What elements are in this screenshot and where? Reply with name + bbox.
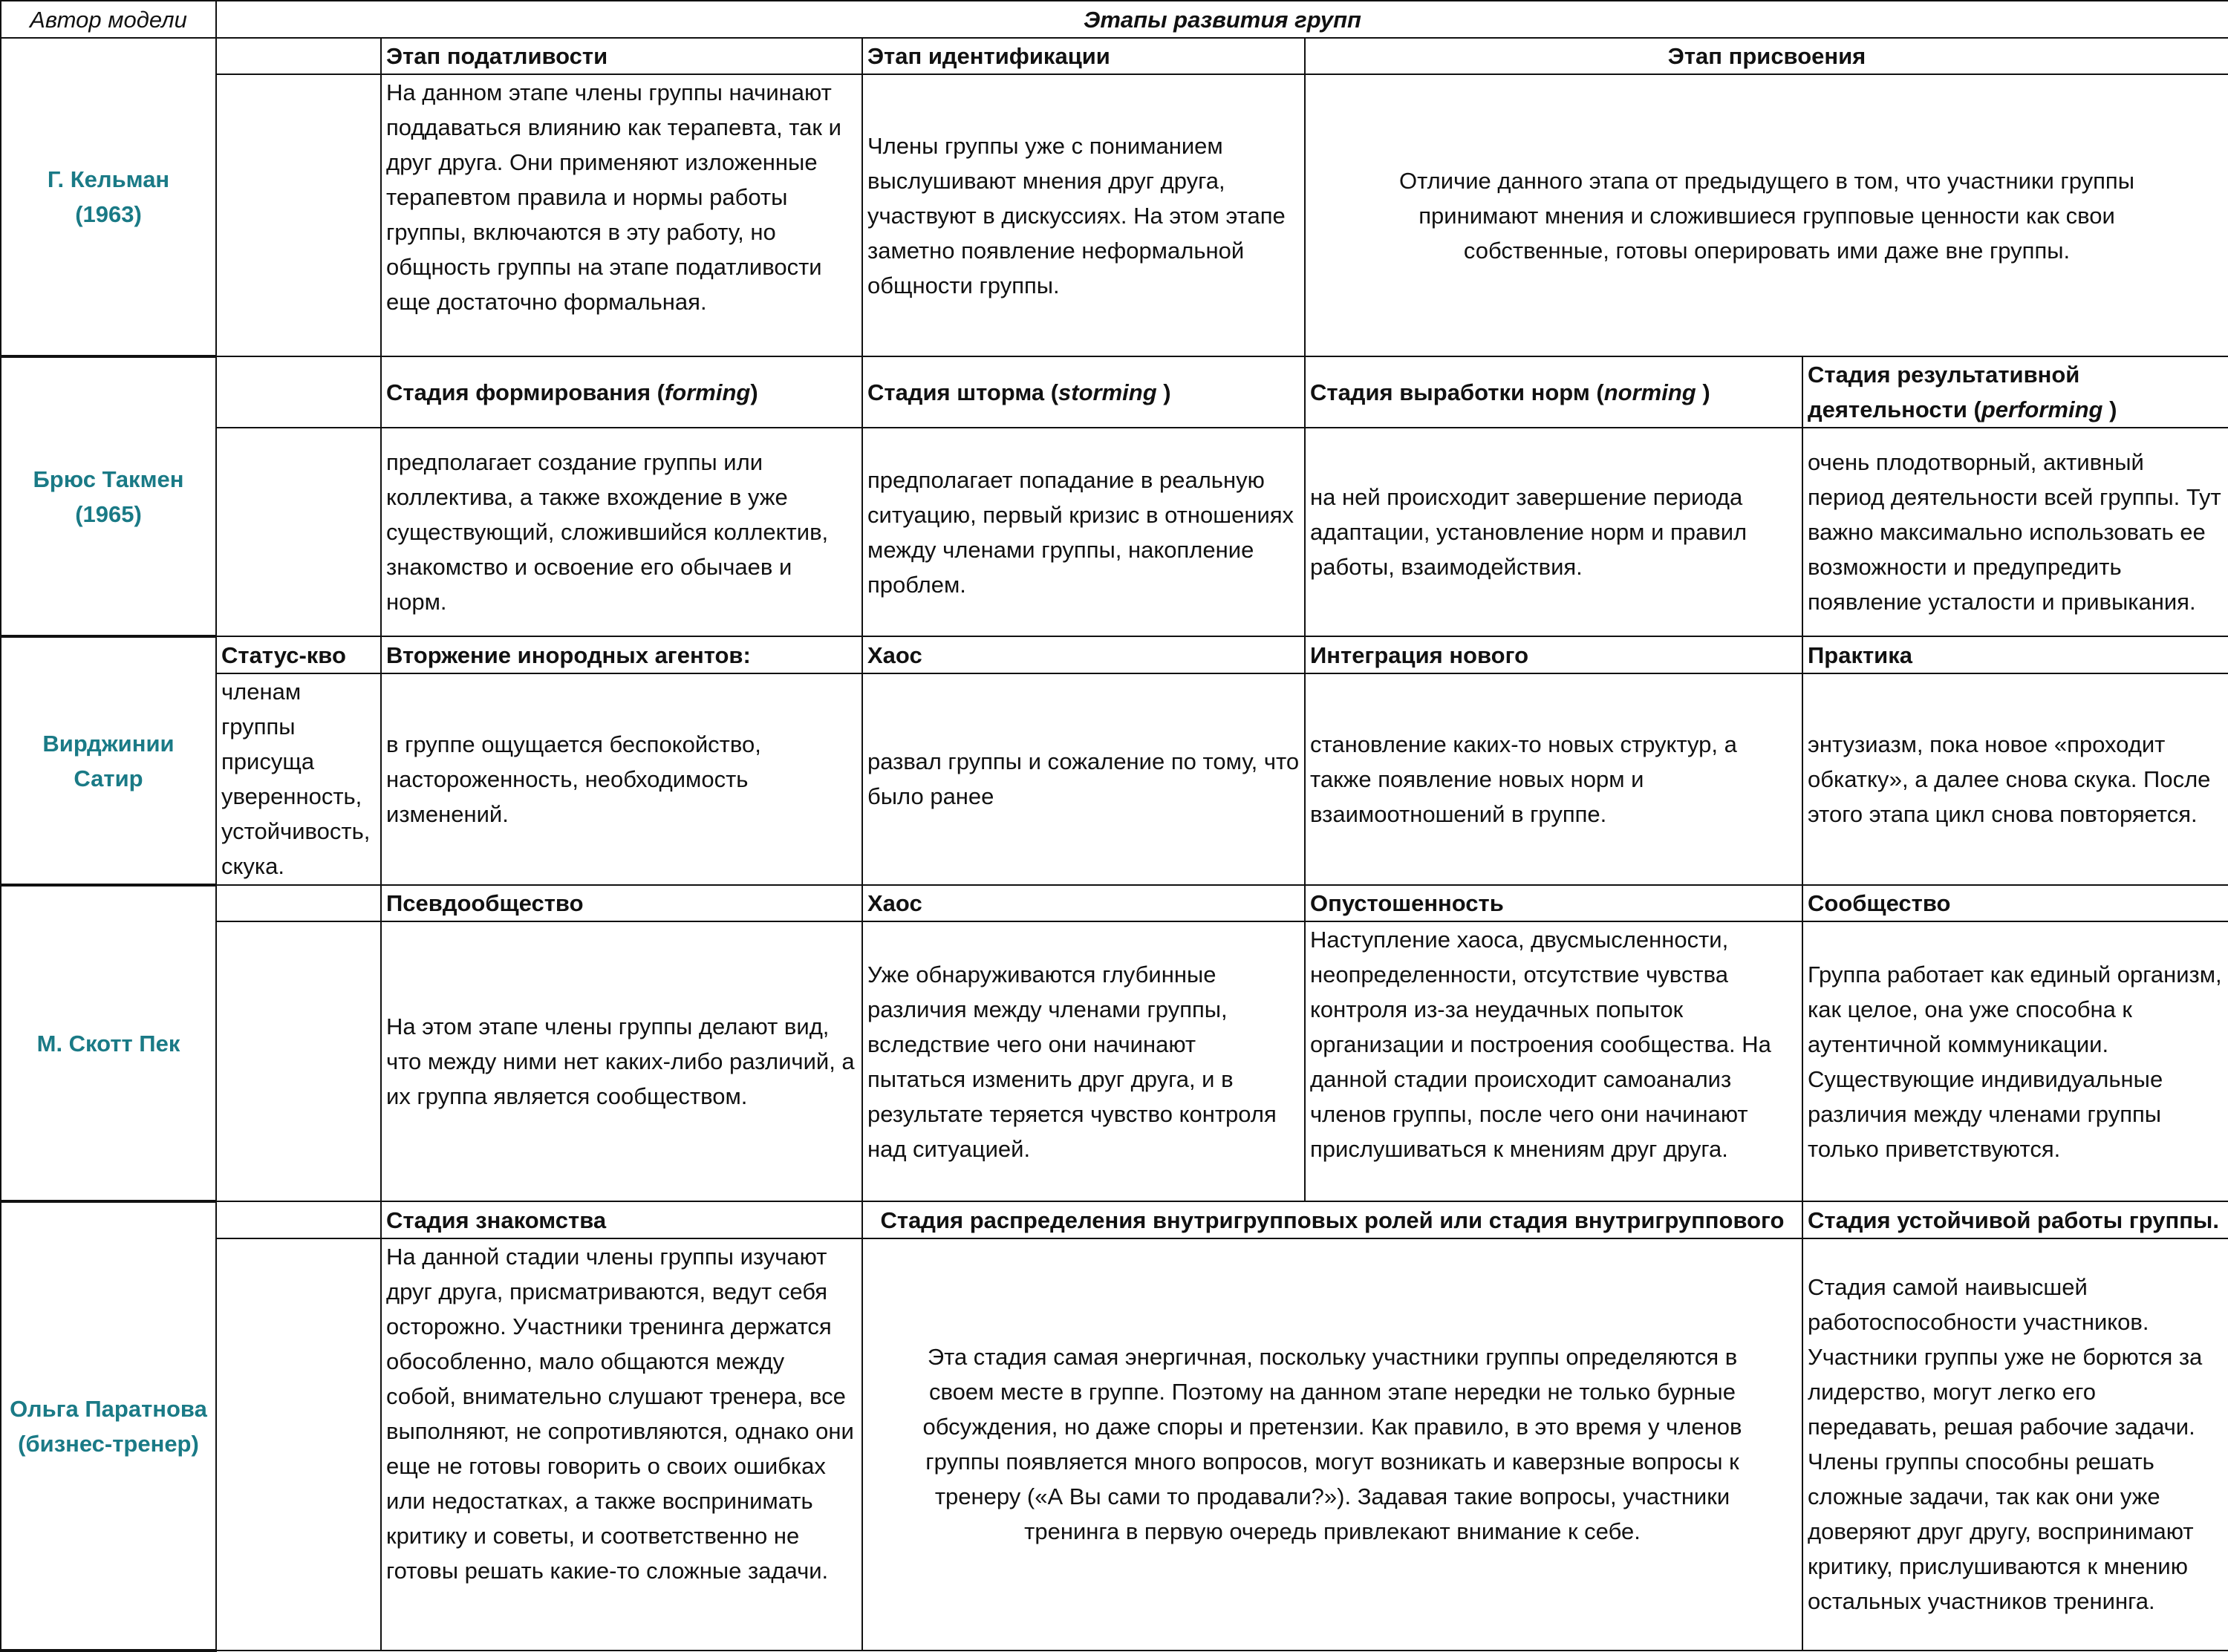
peck-stage-2-text: Уже обнаруживаются глубинные различия между членами группы, вследствие чего они начинают пытаться изменить друг друга, и в результате теряется чувство контроля над ситуацией.: [862, 921, 1305, 1202]
peck-stage-3-text: Наступление хаоса, двусмысленности, неопределенности, отсутствие чувства контроля из-за неудачных попыток организации и построения сообщества. На данной стадии происходит самоанализ членов группы, после чего они начинают прислушиваться к мнениям друг друга.: [1305, 921, 1802, 1202]
author-kelman-year: (1963): [75, 201, 142, 228]
paratnova-stage-1-text: На данной стадии члены группы изучают друг друга, присматриваются, ведут себя осторожно. Участники тренинга держатся обособленно, мало общаются между собой, внимательно слушают тренера, все выполняют, не сопротивляются, однако они еще не готовы говорить о своих ошибках или недостатках, а также воспринимать критику и советы, и соответственно не готовы решать какие-то сложные задачи.: [381, 1238, 862, 1651]
peck-stage-1-title: Псевдообщество: [381, 885, 862, 921]
tuckman-text-row: [1, 428, 2228, 636]
tuckman-stage-4-title-close: ): [2102, 396, 2117, 423]
author-kelman: [1, 38, 216, 356]
tuckman-empty-text: [216, 428, 381, 636]
tuckman-stage-2-title-en: storming: [1058, 379, 1157, 405]
paratnova-stage-2-text: Эта стадия самая энергичная, поскольку участники группы определяются в своем месте в группе. Поэтому на данном этапе нередки не только бурные обсуждения, но даже споры и претензии. Как правило, в это время у членов группы появляется много вопросов, могут возникать и каверзные вопросы к тренеру («А Вы сами то продавали?»). Задавая такие вопросы, участники тренинга в первую очередь привлекают внимание к себе.: [862, 1238, 1802, 1651]
author-satir-line1: Вирджинии: [42, 730, 175, 757]
author-paratnova-name: Ольга Паратнова: [10, 1395, 207, 1422]
kelman-text-row: [1, 74, 2228, 356]
author-satir: [1, 636, 216, 884]
tuckman-stage-2-title: [862, 356, 1305, 428]
tuckman-stage-3-text: на ней происходит завершение периода адаптации, установление норм и правил работы, взаимодействия.: [1305, 428, 1802, 636]
paratnova-stage-1-title: Стадия знакомства: [381, 1201, 862, 1238]
paratnova-text-row: [1, 1238, 2228, 1651]
kelman-header-row: [1, 38, 2228, 74]
paratnova-stage-3-title: Стадия устойчивой работы группы.: [1802, 1201, 2228, 1238]
paratnova-empty-text: [216, 1238, 381, 1651]
kelman-stage-1-title: Этап податливости: [381, 38, 862, 74]
satir-stage-4-title: Практика: [1802, 636, 2228, 673]
peck-stage-4-text: Группа работает как единый организм, как целое, она уже способна к аутентичной коммуникации. Существующие индивидуальные различия между членами группы только приветствуются.: [1802, 921, 2228, 1202]
paratnova-empty-header: [216, 1201, 381, 1238]
author-peck-name: М. Скотт Пек: [36, 1030, 180, 1057]
satir-stage-1-title: Вторжение инородных агентов:: [381, 636, 862, 673]
tuckman-stage-4-text: очень плодотворный, активный период деятельности всей группы. Тут важно максимально использовать ее возможности и предупредить появление усталости и привыкания.: [1802, 428, 2228, 636]
tuckman-header-row: [1, 356, 2228, 428]
tuckman-stage-1-title-en: forming: [664, 379, 751, 405]
tuckman-stage-3-title-en: norming: [1603, 379, 1696, 405]
author-satir-line2: Сатир: [74, 765, 143, 791]
satir-stage-1-text: в группе ощущается беспокойство, настороженность, необходимость изменений.: [381, 673, 862, 885]
tuckman-stage-1-title: [381, 356, 862, 428]
peck-text-row: [1, 921, 2228, 1202]
satir-stage-2-title: Хаос: [862, 636, 1305, 673]
peck-empty-header: [216, 885, 381, 921]
tuckman-stage-4-title-text: деятельности (: [1808, 396, 1981, 423]
tuckman-stage-1-text: предполагает создание группы или коллектива, а также вхождение в уже существующий, сложившийся коллектив, знакомство и освоение его обычаев и норм.: [381, 428, 862, 636]
stages-column-header: [216, 1, 2228, 38]
kelman-empty-header: [216, 38, 381, 74]
author-tuckman: [1, 356, 216, 637]
tuckman-stage-3-title-text: Стадия выработки норм (: [1310, 379, 1604, 405]
author-peck: [1, 885, 216, 1202]
tuckman-stage-4-title-en: performing: [1981, 396, 2103, 423]
author-tuckman-year: (1965): [75, 500, 142, 527]
peck-stage-3-title: Опустошенность: [1305, 885, 1802, 921]
tuckman-stage-1-title-close: ): [750, 379, 758, 405]
kelman-stage-1-text: На данном этапе члены группы начинают поддаваться влиянию как терапевта, так и друг друга. Они применяют изложенные терапевтом правила и нормы работы группы, включаются в эту работу, но общность группы на этапе податливости еще достаточно формальная.: [381, 74, 862, 356]
paratnova-header-row: [1, 1201, 2228, 1238]
kelman-stage-3-text: Отличие данного этапа от предыдущего в том, что участники группы принимают мнения и сложившиеся групповые ценности как свои собственные, готовы оперировать ими даже вне группы.: [1305, 74, 2228, 356]
paratnova-stage-2-title: Стадия распределения внутригрупповых ролей или стадия внутригруппового: [862, 1201, 1802, 1238]
satir-stage-3-title: Интеграция нового: [1305, 636, 1802, 673]
tuckman-stage-3-title: [1305, 356, 1802, 428]
kelman-stage-3-title: Этап присвоения: [1305, 38, 2228, 74]
satir-stage-0-title: Статус-кво: [216, 636, 381, 673]
satir-stage-0-text: членам группы присуща уверенность, устойчивость, скука.: [216, 673, 381, 885]
peck-header-row: [1, 885, 2228, 921]
satir-text-row: [1, 673, 2228, 885]
tuckman-empty-header: [216, 356, 381, 428]
tuckman-stage-2-text: предполагает попадание в реальную ситуацию, первый кризис в отношениях между членами группы, накопление проблем.: [862, 428, 1305, 636]
satir-stage-4-text: энтузиазм, пока новое «проходит обкатку», а далее снова скука. После этого этапа цикл снова повторяется.: [1802, 673, 2228, 885]
author-paratnova: [1, 1201, 216, 1651]
tuckman-stage-4-title-line1: Стадия результативной: [1808, 362, 2080, 388]
satir-stage-3-text: становление каких-то новых структур, а также появление новых норм и взаимоотношений в группе.: [1305, 673, 1802, 885]
tuckman-stage-1-title-text: Стадия формирования (: [386, 379, 665, 405]
stages-header-label: Этапы развития групп: [1084, 6, 1361, 33]
peck-empty-text: [216, 921, 381, 1202]
kelman-stage-2-title: Этап идентификации: [862, 38, 1305, 74]
paratnova-stage-3-text: Стадия самой наивысшей работоспособности участников. Участники группы уже не борются за лидерство, могут легко его передавать, решая рабочие задачи. Члены группы способны решать сложные задачи, так как они уже доверяют друг другу, воспринимают критику, прислушиваются к мнению остальных участников тренинга.: [1802, 1238, 2228, 1651]
tuckman-stage-3-title-close: ): [1696, 379, 1710, 405]
kelman-empty-text: [216, 74, 381, 356]
tuckman-stage-2-title-text: Стадия шторма (: [867, 379, 1059, 405]
peck-stage-2-title: Хаос: [862, 885, 1305, 921]
kelman-stage-2-text: Члены группы уже с пониманием выслушивают мнения друг друга, участвуют в дискуссиях. На этом этапе заметно появление неформальной общности группы.: [862, 74, 1305, 356]
tuckman-stage-2-title-close: ): [1156, 379, 1171, 405]
tuckman-stage-4-title: [1802, 356, 2228, 428]
author-paratnova-role: (бизнес-тренер): [18, 1430, 199, 1457]
peck-stage-4-title: Сообщество: [1802, 885, 2228, 921]
peck-stage-1-text: На этом этапе члены группы делают вид, что между ними нет каких-либо различий, а их группа является сообществом.: [381, 921, 862, 1202]
header-row: [1, 1, 2228, 38]
author-kelman-name: Г. Кельман: [47, 166, 170, 193]
author-tuckman-name: Брюс Такмен: [33, 466, 184, 492]
satir-stage-2-text: развал группы и сожаление по тому, что было ранее: [862, 673, 1305, 885]
satir-header-row: [1, 636, 2228, 673]
author-column-header: Автор модели: [1, 1, 216, 38]
